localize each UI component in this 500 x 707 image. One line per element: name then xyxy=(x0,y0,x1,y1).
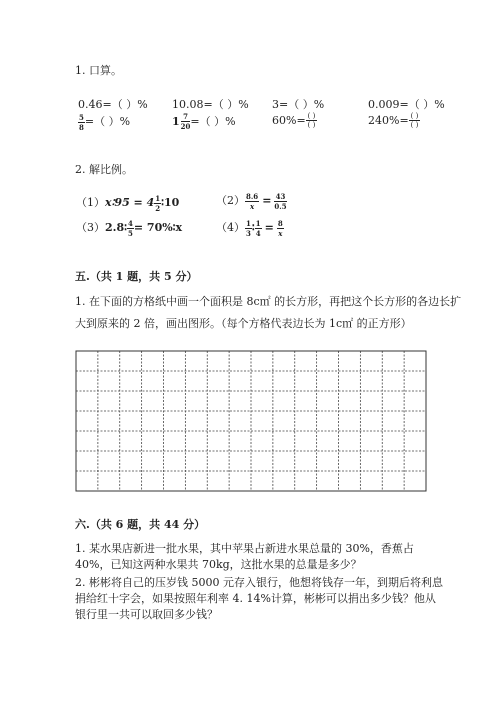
oral-q1: 0.46=（ ）% xyxy=(78,98,148,111)
oral-q5: $\frac{5}{8}$ =（ ）% xyxy=(79,112,131,132)
section2-title: 2. 解比例。 xyxy=(75,163,133,176)
oral-q4: 0.009=（ ）% xyxy=(368,98,445,111)
oral-q8: 240%= $\frac{( )}{( )}$ xyxy=(368,112,419,129)
grid-paper[interactable] xyxy=(75,350,427,492)
section5-q1-line1: 1. 在下面的方格纸中画一个面积是 8c㎡ 的长方形，再把这个长方形的各边长扩 xyxy=(75,295,462,308)
proportion-3: （3）2.8∶ $\frac{4}{5}$ = 70%∶x xyxy=(76,218,183,238)
section6-heading: 六.（共 6 题，共 44 分） xyxy=(75,518,206,531)
section6-q1: 1. 某水果店新进一批水果，其中苹果占新进水果总量的 30%，香蕉占 40%，已知这两种水果共 70kg，这批水果的总量是多少？ xyxy=(75,542,414,571)
oral-q3: 3=（ ）% xyxy=(272,98,325,111)
section5-heading: 五.（共 1 题，共 5 分） xyxy=(75,270,198,283)
proportion-4: （4） $\frac{1}{3}$ ∶ $\frac{1}{4}$ = $\frac{8}{x}$ xyxy=(216,218,283,238)
oral-q6: 1 $\frac{7}{20}$ =（ ）% xyxy=(172,112,236,131)
proportion-2: （2） $\frac{8.6}{x}$ = $\frac{43}{0.5}$ xyxy=(216,191,287,211)
section6-q2: 2. 彬彬将自己的压岁钱 5000 元存入银行，他想将钱存一年，到期后将利息捐给红十字会，如果按照年利率 4. 14%计算，彬彬可以捐出多少钱？他从银行里一共可以取回多少钱？ xyxy=(75,576,443,621)
section5-q1-line2: 大到原来的 2 倍，画出图形。（每个方格代表边长为 1c㎡ 的正方形） xyxy=(75,317,412,330)
section1-title: 1. 口算。 xyxy=(75,64,122,77)
oral-q7: 60%= $\frac{( )}{( )}$ xyxy=(272,112,316,129)
proportion-1: （1）x∶95 = 4 $\frac{1}{2}$ ∶10 xyxy=(76,193,180,213)
oral-q2: 10.08=（ ）% xyxy=(172,98,249,111)
